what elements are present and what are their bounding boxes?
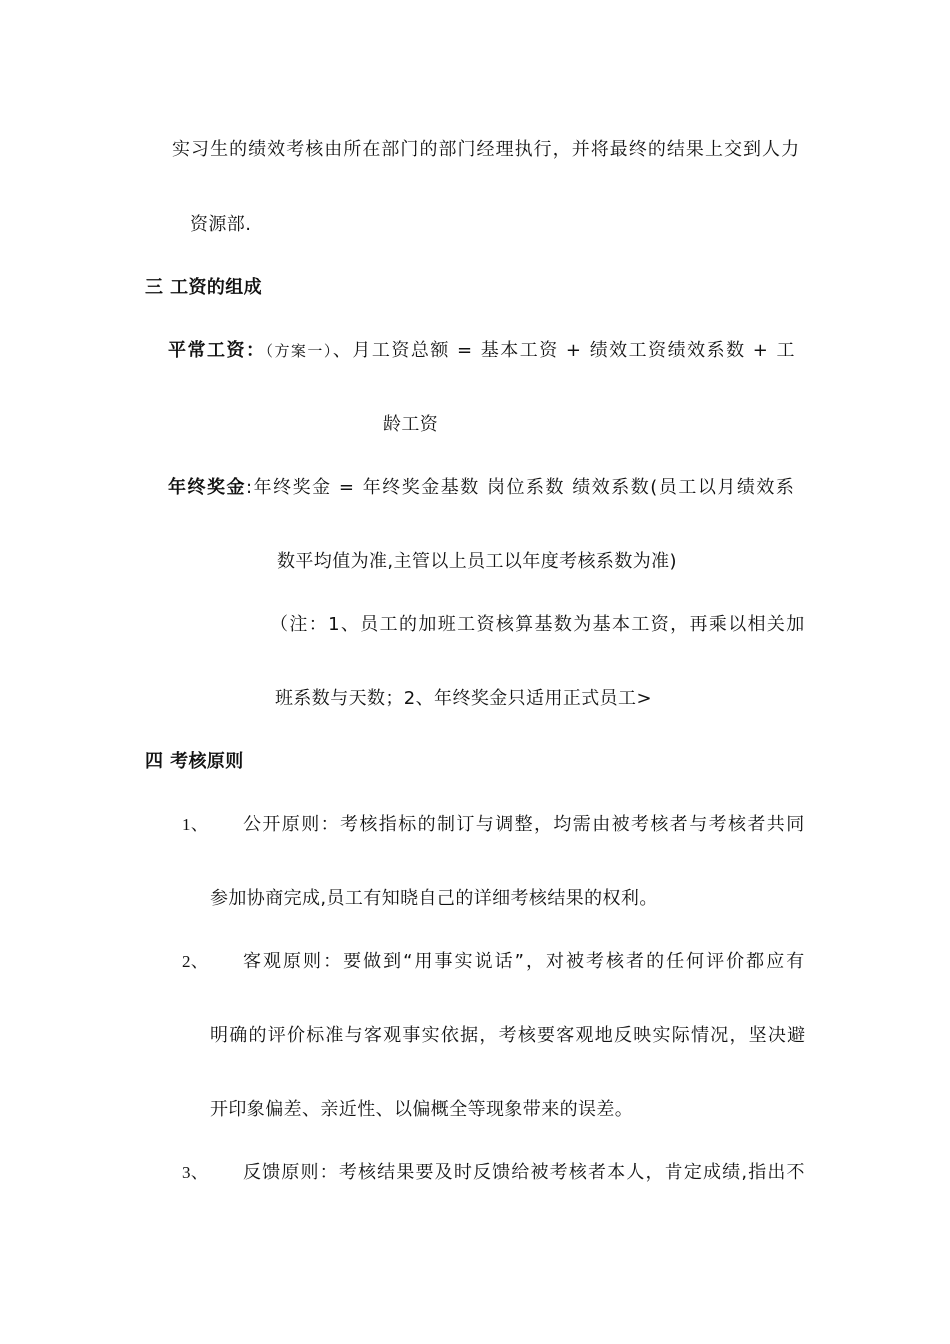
note-line-2: 班系数与天数；2、年终奖金只适用正式员工> [275,688,652,709]
item-2-line-2: 明确的评价标准与客观事实依据，考核要客观地反映实际情况，坚决避 [210,1025,807,1046]
section-4-heading: 四 考核原则 [145,751,244,772]
item-1-line-1: 公开原则：考核指标的制订与调整，均需由被考核者与考核者共同 [243,814,806,835]
bonus-formula: :年终奖金 = 年终奖金基数 岗位系数 绩效系数(员工以月绩效系 [246,477,796,498]
item-2-line-3: 开印象偏差、亲近性、以偏概全等现象带来的误差。 [210,1099,634,1120]
bonus-line [168,476,795,500]
section-3-heading: 三 工资的组成 [145,277,263,298]
item-1-line-2: 参加协商完成,员工有知晓自己的详细考核结果的权利。 [210,888,658,909]
plan-label: （方案一） [265,342,333,360]
bonus-continuation: 数平均值为准,主管以上员工以年度考核系数为准) [277,551,677,572]
regular-salary-formula: 、月工资总额 = 基本工资 + 绩效工资绩效系数 + 工 [332,340,797,361]
bonus-label: 年终奖金 [168,477,247,498]
regular-salary-label: 平常工资 [168,340,246,361]
regular-salary-colon: ： [245,340,266,361]
note-line-1: （注：1、员工的加班工资核算基数为基本工资，再乘以相关加 [270,614,806,635]
item-1-number: 1、 [182,815,209,834]
intern-paragraph-line-1: 实习生的绩效考核由所在部门的部门经理执行，并将最终的结果上交到人力 [172,139,801,160]
intern-paragraph-line-2: 资源部. [190,214,252,235]
item-2-number: 2、 [182,952,209,971]
item-3-line-1: 反馈原则：考核结果要及时反馈给被考核者本人，肯定成绩,指出不 [243,1162,806,1183]
item-3-number: 3、 [182,1163,209,1182]
regular-salary-line [168,339,796,363]
item-2-line-1: 客观原则：要做到“用事实说话”，对被考核者的任何评价都应有 [243,951,807,972]
regular-salary-continuation: 龄工资 [383,414,439,435]
